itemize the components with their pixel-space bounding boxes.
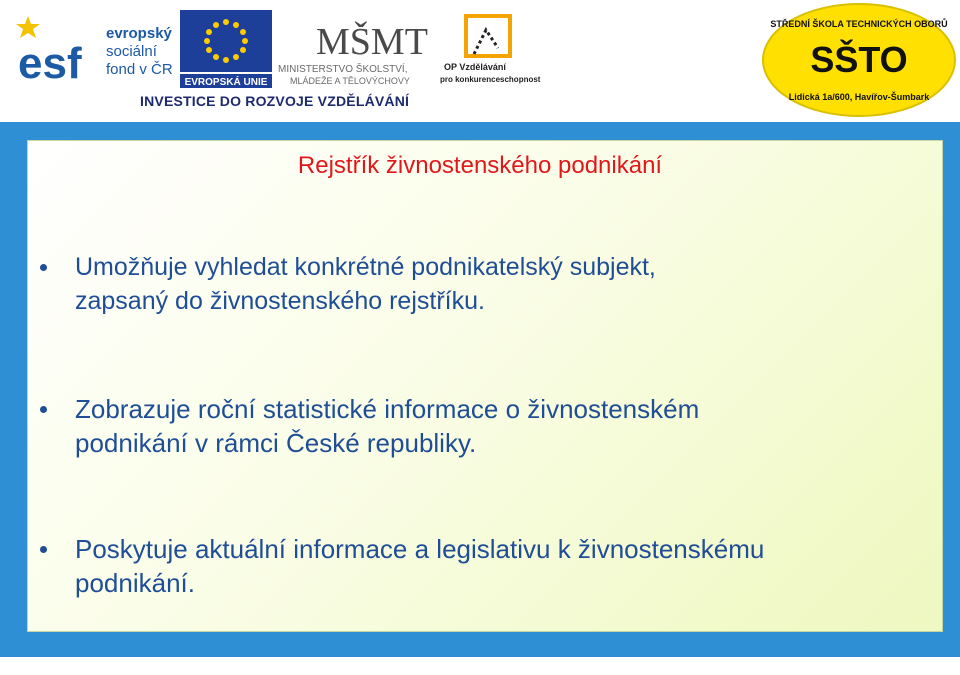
esf-line2: sociální	[106, 43, 157, 60]
school-top-text: STŘEDNÍ ŠKOLA TECHNICKÝCH OBORŮ	[770, 19, 948, 29]
bullet-text-line: podnikání v rámci České republiky.	[75, 428, 477, 458]
header-logos	[0, 0, 960, 122]
bottom-strip	[0, 657, 960, 675]
bullet-text-line: podnikání.	[75, 568, 195, 598]
bullet-item	[40, 250, 656, 318]
school-bottom-text: Lidická 1a/600, Havířov-Šumbark	[788, 92, 930, 102]
bullet-dot-icon	[40, 546, 47, 553]
school-logo	[760, 2, 958, 120]
eu-flag-logo	[180, 10, 272, 88]
bullet-dot-icon	[40, 264, 47, 271]
bullet-text-line: zapsaný do živnostenského rejstříku.	[75, 287, 485, 315]
esf-logo	[14, 8, 174, 88]
eu-label: EVROPSKÁ UNIE	[184, 77, 268, 88]
bullet-item	[40, 532, 764, 600]
bullet-text-line: Umožňuje vyhledat konkrétné podnikatelský subjekt,	[75, 253, 656, 281]
msmt-line2: MLÁDEŽE A TĚLOVÝCHOVY	[290, 76, 410, 86]
msmt-logo	[276, 6, 436, 88]
investice-tagline: INVESTICE DO ROZVOJE VZDĚLÁVÁNÍ	[140, 93, 410, 109]
esf-line3: fond v ČR	[106, 61, 173, 78]
esf-wordmark: esf	[18, 39, 82, 88]
op-vzdelavani-logo	[440, 8, 550, 88]
op-line1: OP Vzdělávání	[444, 62, 506, 72]
op-line2: pro konkurenceschopnost	[440, 75, 541, 84]
school-wordmark: SŠTO	[810, 39, 908, 80]
esf-line1: evropský	[106, 25, 172, 42]
bullet-dot-icon	[40, 406, 47, 413]
bullet-text-line: Poskytuje aktuální informace a legislativu k živnostenskému	[75, 534, 765, 564]
bullet-text-line: Zobrazuje roční statistické informace o živnostenském	[75, 394, 700, 424]
msmt-mark: MŠMT	[316, 21, 428, 63]
msmt-line1: MINISTERSTVO ŠKOLSTVÍ,	[278, 64, 408, 75]
bullet-item	[40, 392, 699, 460]
slide-title: Rejstřík živnostenského podnikání	[297, 152, 663, 179]
